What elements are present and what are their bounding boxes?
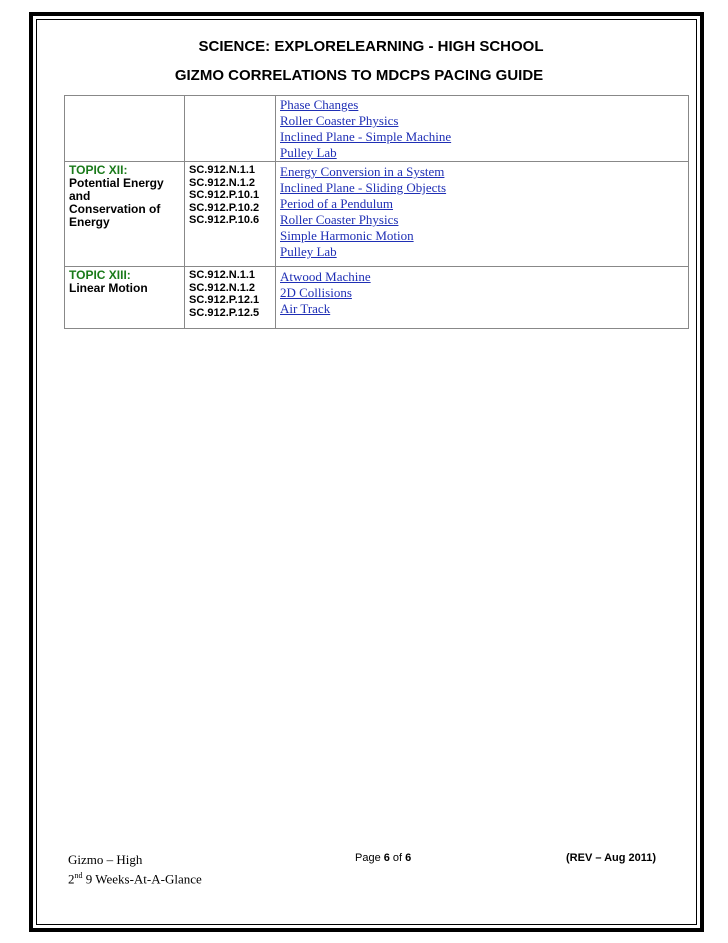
- page-prefix: Page: [355, 852, 384, 864]
- footer-period-rest: 9 Weeks-At-A-Glance: [82, 871, 202, 887]
- table-row: [65, 162, 689, 267]
- standard-code: SC.912.P.10.1: [189, 189, 260, 201]
- topic-name: Potential Energy: [69, 176, 164, 190]
- standard-code: SC.912.P.10.6: [189, 214, 260, 226]
- gizmo-link[interactable]: Inclined Plane - Simple Machine: [280, 129, 452, 144]
- gizmos-cell: [276, 96, 689, 162]
- standards-cell: [185, 96, 276, 162]
- topic-label: TOPIC XII:: [69, 163, 128, 177]
- standards-cell: [185, 267, 276, 329]
- footer-course: Gizmo – High: [68, 852, 143, 867]
- standard-code: SC.912.P.10.2: [189, 201, 260, 214]
- document-subtitle: [0, 67, 728, 84]
- page-total: 6: [405, 852, 412, 864]
- gizmo-link[interactable]: Atwood Machine: [280, 269, 371, 284]
- standard-code: SC.912.N.1.2: [189, 176, 256, 189]
- title-line-2: GIZMO CORRELATIONS TO MDCPS PACING GUIDE: [174, 67, 544, 84]
- page-number: [355, 852, 411, 864]
- topic-cell: [65, 267, 185, 329]
- gizmos-cell: [276, 162, 689, 267]
- topic-name: Linear Motion: [69, 281, 148, 295]
- table-row: [65, 267, 689, 329]
- standard-code: SC.912.P.12.1: [189, 294, 260, 306]
- revision-label: (REV – Aug 2011): [566, 852, 657, 864]
- topic-cell: [65, 96, 185, 162]
- gizmo-link[interactable]: Phase Changes: [280, 97, 359, 112]
- standard-code: SC.912.P.12.5: [189, 306, 260, 319]
- gizmo-link[interactable]: 2D Collisions: [280, 285, 352, 300]
- footer-period-ordinal: 2: [68, 871, 75, 887]
- gizmo-link[interactable]: Inclined Plane - Sliding Objects: [280, 180, 447, 195]
- gizmo-link[interactable]: Roller Coaster Physics: [280, 113, 399, 128]
- gizmo-link[interactable]: Period of a Pendulum: [280, 196, 394, 211]
- standard-code: SC.912.N.1.2: [189, 281, 256, 294]
- gizmo-link[interactable]: Energy Conversion in a System: [280, 164, 445, 179]
- gizmo-link[interactable]: Roller Coaster Physics: [280, 212, 399, 227]
- correlation-table: [64, 95, 689, 329]
- gizmo-link[interactable]: Simple Harmonic Motion: [280, 228, 414, 243]
- gizmo-link[interactable]: Pulley Lab: [280, 145, 337, 160]
- page-of: of: [389, 852, 406, 864]
- standards-cell: [185, 162, 276, 267]
- standard-code: SC.912.N.1.1: [189, 164, 256, 176]
- document-title: [0, 38, 728, 55]
- topic-cell: [65, 162, 185, 267]
- title-line-1: SCIENCE: EXPLORELEARNING - HIGH SCHOOL: [198, 38, 544, 55]
- footer-period: [68, 868, 202, 887]
- footer-left: [68, 852, 202, 887]
- table-row: [65, 96, 689, 162]
- gizmos-cell: [276, 267, 689, 329]
- gizmo-link[interactable]: Air Track: [280, 301, 331, 316]
- footer-period-suffix: nd: [74, 871, 83, 880]
- topic-name: and: [69, 189, 91, 203]
- topic-name: Conservation of: [69, 202, 161, 216]
- page-current: 6: [383, 852, 390, 864]
- topic-label: TOPIC XIII:: [69, 268, 131, 282]
- topic-name: Energy: [69, 215, 110, 229]
- standard-code: SC.912.N.1.1: [189, 269, 256, 281]
- gizmo-link[interactable]: Pulley Lab: [280, 244, 337, 259]
